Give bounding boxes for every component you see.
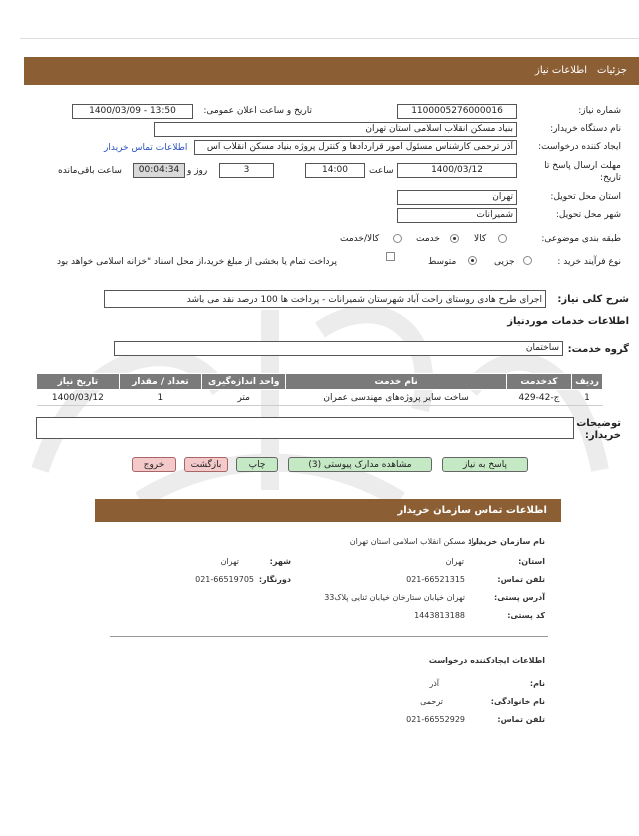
back-button[interactable]: بازگشت [184,457,228,472]
process-minor-label: جزیی [494,257,515,267]
process-medium-label: متوسط [428,257,457,267]
deadline-time-field: 14:00 [305,163,365,178]
contact-province: تهران [445,557,464,566]
contact-buyer-name-label: نام سازمان خریدار: [468,537,545,546]
contact-address: تهران خیابان ستارخان خیابان ثنایی پلاک33 [324,593,465,602]
contact-city-label: شهر: [269,557,291,566]
cell-date: 1400/03/12 [37,390,120,406]
city-label: شهر محل تحویل: [555,210,621,220]
creator-name: آذر [429,679,439,688]
col-row: ردیف [572,374,603,390]
service-group-label: گروه خدمت: [567,344,629,355]
remaining-label: ساعت باقی‌مانده [58,166,122,176]
summary-label: شرح کلی نیاز: [557,294,629,305]
table-header-row [37,374,603,390]
city-field: شمیرانات [397,208,517,223]
contact-divider [110,636,548,637]
contact-title: اطلاعات تماس سازمان خریدار [397,505,547,516]
col-name: نام خدمت [286,374,506,390]
treasury-payment-checkbox[interactable] [386,252,395,261]
attachments-button[interactable]: مشاهده مدارک پیوستی (3) [288,457,432,472]
category-goods-radio[interactable] [498,234,507,243]
creator-info-title: اطلاعات ایجادکننده درخواست [428,656,545,665]
tab-details[interactable]: جزئیات [597,65,627,76]
category-goods-label: کالا [474,234,487,244]
province-field: تهران [397,190,517,205]
creator-phone-label: تلفن تماس: [497,715,545,724]
deadline-label: مهلت ارسال پاسخ تا تاریخ: [544,161,621,183]
deadline-date-field: 1400/03/12 [397,163,517,178]
time-label: ساعت [369,166,394,176]
table-row [37,390,603,406]
contact-address-label: آدرس پستی: [494,593,545,602]
category-both-label: کالا/خدمت [340,234,380,244]
need-number-field: 1100005276000016 [397,104,517,119]
col-date: تاریخ نیاز [37,374,120,390]
top-divider [20,38,639,39]
print-button[interactable]: چاپ [236,457,278,472]
announce-label: تاریخ و ساعت اعلان عمومی: [203,106,312,116]
contact-buyer-name: بنیاد مسکن انقلاب اسلامی استان تهران [349,537,481,546]
buyer-contact-link[interactable]: اطلاعات تماس خریدار [104,143,188,153]
creator-family-label: نام خانوادگی: [490,697,545,706]
contact-header [95,499,561,522]
reply-button[interactable]: پاسخ به نیاز [442,457,528,472]
category-service-label: خدمت [416,234,440,244]
remaining-time-field: 00:04:34 [133,163,185,178]
notes-label: توضیحات خریدار: [576,418,621,441]
need-number-label: شماره نیاز: [578,106,621,116]
contact-fax-label: دورنگار: [258,575,291,584]
tab-need-info[interactable]: اطلاعات نیاز [535,65,587,76]
page-header [24,57,639,85]
cell-code: ج-42-429 [506,390,571,406]
buyer-field: بنیاد مسکن انقلاب اسلامی استان تهران [154,122,517,137]
creator-label: ایجاد کننده درخواست: [538,142,621,152]
contact-postal-label: کد پستی: [507,611,545,620]
days-label: روز و [187,166,208,176]
col-code: کدخدمت [506,374,571,390]
contact-province-label: استان: [518,557,545,566]
treasury-payment-text: پرداخت تمام یا بخشی از مبلغ خرید،از محل اسناد "خزانه اسلامی خواهد بود [57,257,338,267]
category-label: طبقه بندی موضوعی: [541,234,621,244]
buyer-label: نام دستگاه خریدار: [550,124,621,134]
process-minor-radio[interactable] [523,256,532,265]
summary-field: اجرای طرح هادی روستای راحت آباد شهرستان شمیرانات - پرداخت ها 100 درصد نقد می باشد [104,290,546,308]
cell-unit: متر [202,390,286,406]
col-unit: واحد اندازه‌گیری [202,374,286,390]
contact-fax: 021-66519705 [195,575,254,584]
contact-city: تهران [220,557,239,566]
creator-phone: 021-66552929 [406,715,465,724]
category-service-radio[interactable] [450,234,459,243]
contact-phone-label: تلفن تماس: [497,575,545,584]
service-group-field: ساختمان [114,341,563,356]
contact-phone: 021-66521315 [406,575,465,584]
exit-button[interactable]: خروج [132,457,176,472]
services-title: اطلاعات خدمات موردنیاز [507,316,629,327]
creator-family: ترحمی [420,697,443,706]
col-qty: تعداد / مقدار [119,374,201,390]
creator-field: آذر ترحمی کارشناس مسئول امور قراردادها و کنترل پروژه بنیاد مسکن انقلاب اس [194,140,517,155]
province-label: استان محل تحویل: [550,192,621,202]
process-label: نوع فرآیند خرید : [557,257,621,267]
process-medium-radio[interactable] [468,256,477,265]
cell-name: ساخت سایر پروژه‌های مهندسی عمران [286,390,506,406]
contact-postal: 1443813188 [414,611,465,620]
cell-row: 1 [572,390,603,406]
category-both-radio[interactable] [393,234,402,243]
services-table [36,373,603,406]
cell-qty: 1 [119,390,201,406]
announce-field: 1400/03/09 - 13:50 [72,104,193,119]
days-field: 3 [219,163,274,178]
creator-name-label: نام: [529,679,545,688]
notes-field [36,417,574,439]
